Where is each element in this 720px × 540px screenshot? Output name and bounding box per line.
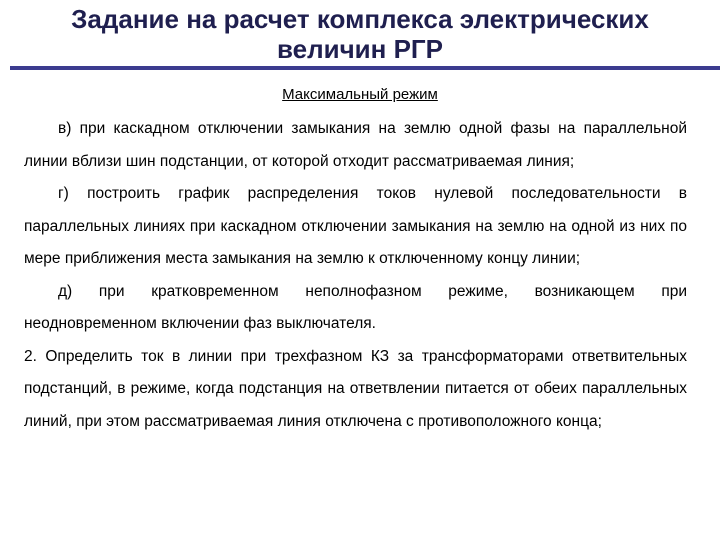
title-divider [10, 66, 720, 70]
section-heading-text: Максимальный режим [282, 86, 438, 103]
page-title [0, 4, 720, 64]
page-title-line-1: Задание на расчет комплекса электрических [71, 4, 649, 34]
page-title-line-2: величин РГР [276, 34, 444, 64]
section-heading [0, 86, 720, 104]
paragraph-item-d: д) при кратковременном неполнофазном режиме, возникающем при неодновременном включении фаз выключателя. [24, 282, 687, 332]
paragraph-item-g: г) построить график распределения токов нулевой последовательности в параллельных линиях при каскадном отключении замыкания на землю на одной из них по мере приближения места замыкания на землю к отключенному концу линии; [24, 185, 687, 267]
paragraph-item-2: 2. Определить ток в линии при трехфазном КЗ за трансформаторами ответвительных подстанций, в режиме, когда подстанция на ответвлении питается от обеих параллельных линий, при этом рассматриваемая линия отключена с противоположного конца; [24, 347, 687, 430]
paragraph-item-v: в) при каскадном отключении замыкания на землю одной фазы на параллельной линии вблизи шин подстанции, от которой отходит рассматриваемая линия; [24, 120, 687, 170]
document-body [24, 113, 687, 438]
